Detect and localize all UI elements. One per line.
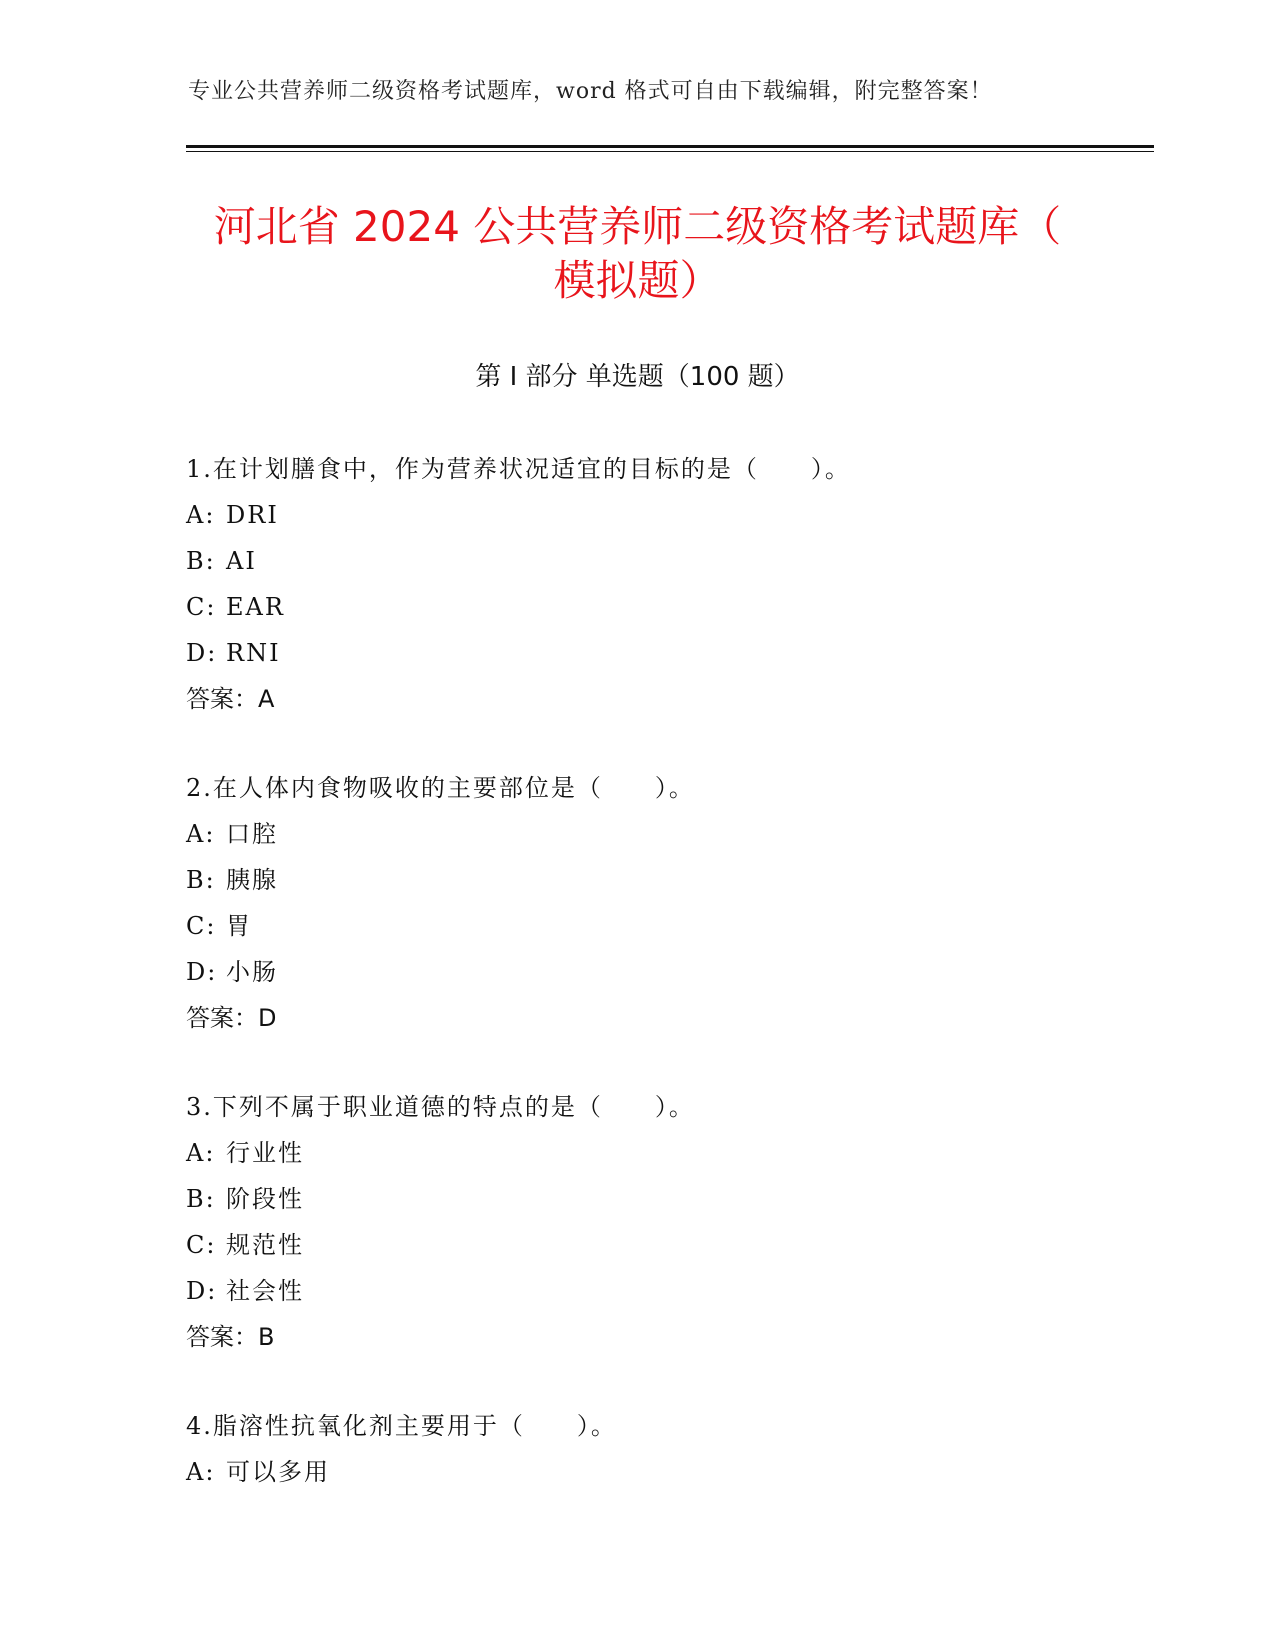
question-stem: 1.在计划膳食中，作为营养状况适宜的目标的是（ ）。 [186, 455, 851, 483]
option-text: EAR [226, 593, 285, 621]
option-a [186, 1449, 1166, 1495]
document-title-line-2: 模拟题） [553, 256, 722, 305]
option-text: 行业性 [226, 1139, 304, 1167]
option-letter: D: [186, 958, 218, 986]
question-1 [186, 446, 1166, 722]
question-3 [186, 1084, 1166, 1360]
header-divider-thin [186, 151, 1154, 152]
document-title [150, 200, 1125, 308]
question-stem: 2.在人体内食物吸收的主要部位是（ ）。 [186, 774, 695, 802]
option-c [186, 1222, 1166, 1268]
option-a [186, 492, 1166, 538]
answer-line: 答案：A [186, 685, 275, 713]
option-letter: A: [186, 1458, 216, 1486]
option-text: 胃 [226, 912, 252, 940]
option-b [186, 538, 1166, 584]
option-letter: B: [186, 547, 216, 575]
option-letter: A: [186, 501, 216, 529]
header-divider-thick [186, 145, 1154, 148]
option-letter: B: [186, 866, 216, 894]
option-a [186, 1130, 1166, 1176]
question-stem: 3.下列不属于职业道德的特点的是（ ）。 [186, 1093, 695, 1121]
option-d [186, 630, 1166, 676]
option-letter: A: [186, 820, 216, 848]
question-2 [186, 765, 1166, 1041]
question-stem: 4.脂溶性抗氧化剂主要用于（ ）。 [186, 1412, 617, 1440]
option-text: AI [226, 547, 257, 575]
option-text: 口腔 [226, 820, 278, 848]
option-letter: D: [186, 639, 218, 667]
header-note: 专业公共营养师二级资格考试题库，word 格式可自由下载编辑，附完整答案！ [188, 79, 993, 104]
option-letter: C: [186, 1231, 217, 1259]
option-text: 可以多用 [226, 1458, 330, 1486]
answer-line: 答案：D [186, 1004, 277, 1032]
option-a [186, 811, 1166, 857]
section-heading: 第 I 部分 单选题（100 题） [475, 362, 800, 392]
option-b [186, 857, 1166, 903]
option-letter: B: [186, 1185, 216, 1213]
option-text: 规范性 [226, 1231, 304, 1259]
document-title-line-1: 河北省 2024 公共营养师二级资格考试题库（ [213, 202, 1062, 251]
question-list [186, 446, 1166, 1538]
option-letter: C: [186, 912, 217, 940]
option-b [186, 1176, 1166, 1222]
option-letter: A: [186, 1139, 216, 1167]
option-letter: D: [186, 1277, 218, 1305]
option-text: RNI [226, 639, 281, 667]
option-text: 社会性 [226, 1277, 304, 1305]
option-text: DRI [226, 501, 279, 529]
option-text: 小肠 [226, 958, 278, 986]
option-c [186, 903, 1166, 949]
option-text: 胰腺 [226, 866, 278, 894]
question-4 [186, 1403, 1166, 1495]
option-c [186, 584, 1166, 630]
option-d [186, 949, 1166, 995]
option-text: 阶段性 [226, 1185, 304, 1213]
option-letter: C: [186, 593, 217, 621]
answer-line: 答案：B [186, 1323, 275, 1351]
option-d [186, 1268, 1166, 1314]
